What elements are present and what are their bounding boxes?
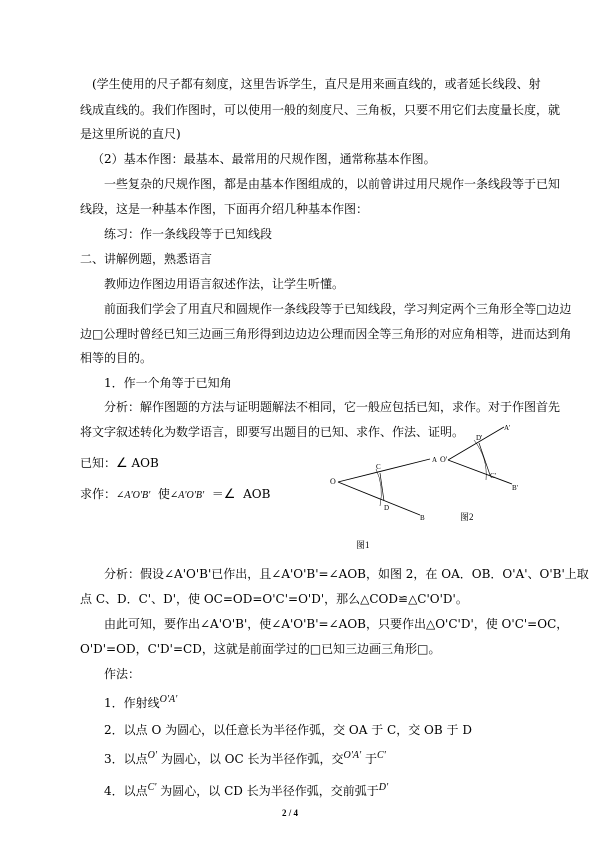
point-label: A' <box>504 424 511 432</box>
figure-1 <box>328 452 443 552</box>
seek-angle-math: ∠A'O'B' <box>169 490 205 501</box>
page-number: 2 / 4 <box>282 808 299 818</box>
text-line: 点 C、D．C'、D'，使 OC=OD=O'C'=O'D'，那么△COD≌△C'O'D'。 <box>80 592 468 606</box>
step-math: D' <box>378 782 389 793</box>
figure-caption: 图2 <box>460 512 474 522</box>
angle-symbol: ∠ <box>116 456 128 471</box>
step-3 <box>104 748 386 767</box>
step-math: O'A' <box>343 750 362 761</box>
text-line: 一些复杂的尺规作图，都是由基本作图组成的，以前曾讲过用尺规作一条线段等于已知 <box>104 177 561 191</box>
angle-symbol: ∠ <box>223 487 236 502</box>
text-line: 分析：解作图题的方法与证明题解法不相同，它一般应包括已知，求作。对于作图首先 <box>104 400 561 414</box>
text-line: 分析：假设∠A'O'B'已作出，且∠A'O'B'=∠AOB，如图 2，在 OA．OB．O'A'、O'B'上取 <box>104 567 589 581</box>
section-heading: 二、讲解例题，熟悉语言 <box>80 252 213 266</box>
seek-label: 求作： <box>80 487 117 501</box>
text-line: 将文字叙述转化为数学语言，即要写出题目的已知、求作、作法、证明。 <box>80 425 465 439</box>
step-4 <box>104 780 388 799</box>
step-1 <box>104 692 177 711</box>
text-line: 边□公理时曾经已知三边画三角形得到边边边公理而因全等三角形的对应角相等，进而达到角 <box>80 327 572 341</box>
ray-o-a <box>448 427 504 460</box>
step-text: 为圆心，以 OC 长为半径作弧，交 <box>160 752 344 766</box>
step-math: O' <box>147 750 158 761</box>
text-line: 作法： <box>104 667 141 681</box>
text-line: 是这里所说的直尺) <box>80 127 181 141</box>
text-line: 前面我们学会了用直尺和圆规作一条线段等于已知线段，学习判定两个三角形全等□边边 <box>104 302 572 316</box>
point-label: B <box>420 514 425 522</box>
text-line: （2）基本作图：最基本、最常用的尺规作图，通常称基本作图。 <box>92 152 436 166</box>
seek-angle-math: ∠A'O'B' <box>116 490 151 501</box>
point-label: D <box>384 504 390 512</box>
point-label: B' <box>512 484 518 492</box>
step-text: 1．作射线 <box>104 696 160 710</box>
text-line: (学生使用的尺子都有刻度，这里告诉学生，直尺是用来画直线的，或者延长线段、射 <box>92 77 541 91</box>
figure-2 <box>438 420 538 530</box>
known-line <box>80 455 159 472</box>
point-label: C <box>376 463 381 471</box>
known-aob: AOB <box>131 456 159 470</box>
step-math: C' <box>147 782 157 793</box>
step-math: O'A' <box>159 694 178 705</box>
text-line: 练习：作一条线段等于已知线段 <box>104 227 273 241</box>
step-math: C' <box>376 750 386 761</box>
text-line: O'D'=OD，C'D'=CD，这就是前面学过的□已知三边画三角形□。 <box>80 642 441 656</box>
text-line: 教师边作图边用语言叙述作法，让学生听懂。 <box>104 277 345 291</box>
seek-line <box>80 486 270 504</box>
segment-c-d <box>479 443 490 475</box>
text-line: 1．作一个角等于已知角 <box>104 376 232 390</box>
text-line: 线段，这是一种基本作图，下面再介绍几种基本作图： <box>80 202 369 216</box>
step-text: 4．以点 <box>104 784 148 798</box>
text-line: 相等的目的。 <box>80 351 153 365</box>
step-text: 为圆心，以 CD 长为半径作弧，交前弧于 <box>160 784 379 798</box>
ray-oa <box>338 459 430 482</box>
seek-aob: AOB <box>243 487 271 501</box>
step-2: 2．以点 O 为圆心，以任意长为半径作弧，交 OA 于 C，交 OB 于 D <box>104 723 472 737</box>
point-label: D' <box>476 434 483 442</box>
point-label: C' <box>490 472 496 480</box>
segment-cd <box>380 473 384 501</box>
step-text: 于 <box>364 752 377 766</box>
seek-make: 使 <box>157 487 170 501</box>
point-label: O <box>330 477 336 486</box>
text-line: 线成直线的。我们作图时，可以使用一般的刻度尺、三角板，只要不用它们去度量长度，就 <box>80 103 561 117</box>
equals-sign: ＝ <box>211 487 224 501</box>
step-text: 3．以点 <box>104 752 148 766</box>
point-label: O' <box>440 455 448 464</box>
known-label: 已知： <box>80 456 117 470</box>
point-label: A <box>432 456 438 464</box>
figure-caption: 图1 <box>356 540 370 550</box>
ray-o-b <box>448 460 512 484</box>
text-line: 由此可知，要作出∠A'O'B'，使∠A'O'B'=∠AOB，只要作出△O'C'D'，使 O'C'=OC， <box>104 617 569 631</box>
ray-ob <box>338 482 420 515</box>
